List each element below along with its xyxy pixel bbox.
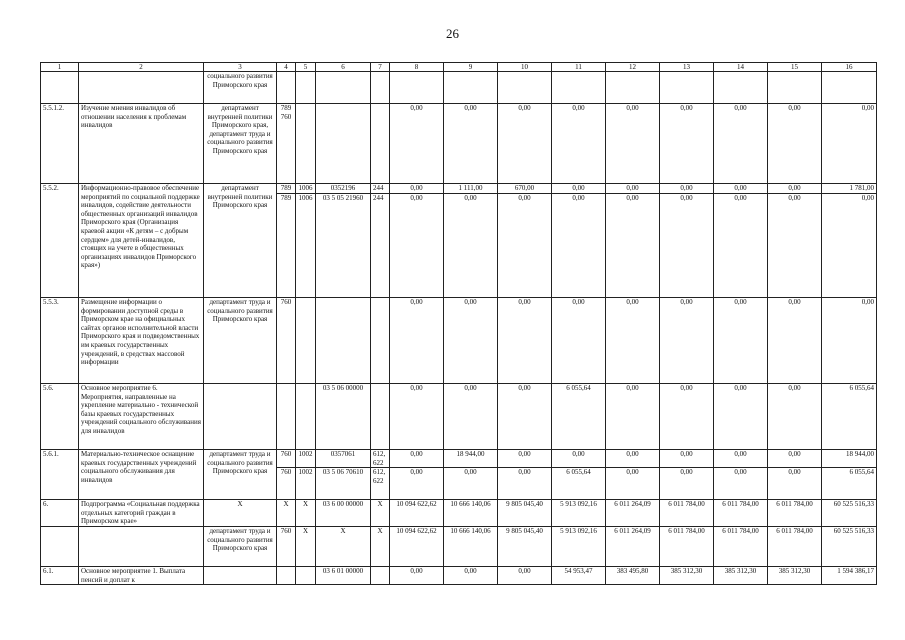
value-cell: 0,00 — [552, 450, 606, 468]
row-number: 5.5.1.2. — [41, 104, 79, 184]
value-cell: 0,00 — [552, 104, 606, 184]
code-section: 1006 — [296, 184, 316, 194]
row-number: 5.6.1. — [41, 450, 79, 500]
code-grbs: Х — [277, 500, 296, 527]
value-cell: 0,00 — [390, 298, 444, 384]
value-cell: 0,00 — [390, 384, 444, 450]
code-target: 03 6 00 00000 — [316, 500, 371, 527]
header-cell-8: 8 — [390, 63, 444, 72]
value-cell: 6 011 784,00 — [660, 500, 714, 527]
code-grbs: 760 — [277, 450, 296, 468]
value-cell: 0,00 — [660, 104, 714, 184]
code-section: 1002 — [296, 450, 316, 468]
row-name — [79, 72, 204, 104]
row-number — [41, 72, 79, 104]
row-number — [41, 526, 79, 566]
value-cell: 1 781,00 — [822, 184, 877, 194]
header-cell-4: 4 — [277, 63, 296, 72]
value-cell — [714, 72, 768, 104]
value-cell: 10 094 622,62 — [390, 526, 444, 566]
row-department: департамент труда и социального развития Приморского края — [204, 450, 277, 500]
code-grbs: 760 — [277, 526, 296, 566]
value-cell: 0,00 — [606, 184, 660, 194]
header-row — [41, 63, 877, 72]
row-name: Подпрограмма «Социальная поддержка отдельных категорий граждан в Приморском крае» — [79, 500, 204, 527]
value-cell: 0,00 — [552, 298, 606, 384]
value-cell: 0,00 — [660, 194, 714, 298]
value-cell: 0,00 — [660, 468, 714, 500]
value-cell: 5 913 092,16 — [552, 526, 606, 566]
value-cell: 54 953,47 — [552, 566, 606, 584]
value-cell: 5 913 092,16 — [552, 500, 606, 527]
code-grbs: 760 — [277, 468, 296, 500]
value-cell: 6 011 784,00 — [660, 526, 714, 566]
value-cell: 0,00 — [714, 298, 768, 384]
value-cell: 0,00 — [606, 194, 660, 298]
row-name — [79, 526, 204, 566]
value-cell: 6 055,64 — [552, 384, 606, 450]
code-grbs: 789 — [277, 184, 296, 194]
table-row — [41, 526, 877, 566]
table-row — [41, 450, 877, 468]
code-section — [296, 72, 316, 104]
value-cell: 6 011 784,00 — [714, 500, 768, 527]
value-cell: 9 805 045,40 — [498, 500, 552, 527]
code-expense-type — [371, 384, 390, 450]
header-cell-15: 15 — [768, 63, 822, 72]
value-cell: 18 944,00 — [444, 450, 498, 468]
value-cell: 0,00 — [444, 566, 498, 584]
code-section — [296, 384, 316, 450]
table-row — [41, 500, 877, 527]
value-cell: 0,00 — [660, 450, 714, 468]
table-row — [41, 566, 877, 584]
value-cell: 0,00 — [714, 184, 768, 194]
code-target: 03 5 05 21960 — [316, 194, 371, 298]
code-target — [316, 298, 371, 384]
value-cell — [552, 72, 606, 104]
value-cell: 0,00 — [444, 104, 498, 184]
value-cell: 0,00 — [768, 450, 822, 468]
row-name: Основное мероприятие 6. Мероприятия, направленные на укрепление материально - технической базы краевых государственных учреждений социального обслуживания для инвалидов — [79, 384, 204, 450]
value-cell: 1 111,00 — [444, 184, 498, 194]
value-cell: 0,00 — [714, 450, 768, 468]
code-grbs — [277, 72, 296, 104]
row-number: 5.5.2. — [41, 184, 79, 298]
value-cell: 0,00 — [498, 104, 552, 184]
code-expense-type — [371, 72, 390, 104]
code-grbs: 789 760 — [277, 104, 296, 184]
code-expense-type: 244 — [371, 194, 390, 298]
value-cell: 0,00 — [498, 566, 552, 584]
header-cell-9: 9 — [444, 63, 498, 72]
header-cell-11: 11 — [552, 63, 606, 72]
row-department — [204, 384, 277, 450]
value-cell: 0,00 — [444, 298, 498, 384]
code-section — [296, 298, 316, 384]
value-cell: 385 312,30 — [660, 566, 714, 584]
value-cell: 60 525 516,33 — [822, 526, 877, 566]
value-cell: 6 011 264,09 — [606, 526, 660, 566]
code-section: Х — [296, 526, 316, 566]
row-department: департамент труда и социального развития Приморского края — [204, 298, 277, 384]
code-expense-type: Х — [371, 500, 390, 527]
code-target: Х — [316, 526, 371, 566]
value-cell: 0,00 — [660, 184, 714, 194]
code-expense-type: 612, 622 — [371, 450, 390, 468]
value-cell: 385 312,30 — [714, 566, 768, 584]
value-cell — [606, 72, 660, 104]
value-cell: 0,00 — [822, 104, 877, 184]
value-cell: 0,00 — [498, 194, 552, 298]
header-cell-5: 5 — [296, 63, 316, 72]
value-cell: 6 055,64 — [822, 468, 877, 500]
value-cell: 0,00 — [606, 468, 660, 500]
value-cell: 10 666 140,06 — [444, 526, 498, 566]
code-expense-type — [371, 104, 390, 184]
table-row — [41, 298, 877, 384]
row-number: 5.6. — [41, 384, 79, 450]
value-cell: 0,00 — [552, 184, 606, 194]
row-name: Информационно-правовое обеспечение мероприятий по социальной поддержке инвалидов, содействие деятельности общественных организаций инвалидов Приморского края (Организация краевой акции «К детям – с добрым сердцем» для детей-инвалидов, стоящих на учете в общественных организациях инвалидов Приморского края») — [79, 184, 204, 298]
value-cell: 670,00 — [498, 184, 552, 194]
header-cell-14: 14 — [714, 63, 768, 72]
header-cell-7: 7 — [371, 63, 390, 72]
value-cell: 1 594 386,17 — [822, 566, 877, 584]
header-cell-3: 3 — [204, 63, 277, 72]
value-cell — [444, 72, 498, 104]
header-cell-6: 6 — [316, 63, 371, 72]
value-cell: 0,00 — [660, 384, 714, 450]
value-cell: 0,00 — [660, 298, 714, 384]
value-cell — [822, 72, 877, 104]
header-cell-13: 13 — [660, 63, 714, 72]
row-department: департамент внутренней политики Приморского края — [204, 184, 277, 298]
value-cell: 0,00 — [390, 184, 444, 194]
code-expense-type: 244 — [371, 184, 390, 194]
row-department — [204, 566, 277, 584]
value-cell: 0,00 — [606, 384, 660, 450]
value-cell: 10 666 140,06 — [444, 500, 498, 527]
code-target: 03 6 01 00000 — [316, 566, 371, 584]
code-target: 0357061 — [316, 450, 371, 468]
row-number: 6.1. — [41, 566, 79, 584]
value-cell: 60 525 516,33 — [822, 500, 877, 527]
value-cell: 0,00 — [444, 194, 498, 298]
page-number: 26 — [446, 26, 459, 41]
table-row — [41, 184, 877, 194]
row-department: департамент внутренней политики Приморского края, департамент труда и социального развития Приморского края — [204, 104, 277, 184]
code-expense-type — [371, 298, 390, 384]
code-section: Х — [296, 500, 316, 527]
value-cell: 18 944,00 — [822, 450, 877, 468]
row-number: 5.5.3. — [41, 298, 79, 384]
table-row — [41, 104, 877, 184]
value-cell: 0,00 — [390, 468, 444, 500]
value-cell: 0,00 — [498, 298, 552, 384]
code-grbs: 789 — [277, 194, 296, 298]
code-section: 1006 — [296, 194, 316, 298]
code-target: 03 5 06 70610 — [316, 468, 371, 500]
code-expense-type — [371, 566, 390, 584]
header-cell-10: 10 — [498, 63, 552, 72]
value-cell: 0,00 — [822, 298, 877, 384]
value-cell: 0,00 — [390, 450, 444, 468]
value-cell: 0,00 — [768, 104, 822, 184]
value-cell: 6 011 784,00 — [714, 526, 768, 566]
row-department: департамент труда и социального развития Приморского края — [204, 526, 277, 566]
value-cell: 0,00 — [714, 384, 768, 450]
code-target — [316, 72, 371, 104]
value-cell — [660, 72, 714, 104]
value-cell: 0,00 — [444, 468, 498, 500]
value-cell: 383 495,80 — [606, 566, 660, 584]
row-department: Х — [204, 500, 277, 527]
value-cell: 6 011 784,00 — [768, 526, 822, 566]
row-department: социального развития Приморского края — [204, 72, 277, 104]
code-target: 0352196 — [316, 184, 371, 194]
value-cell: 0,00 — [768, 184, 822, 194]
code-grbs: 760 — [277, 298, 296, 384]
header-cell-16: 16 — [822, 63, 877, 72]
value-cell: 0,00 — [714, 194, 768, 298]
code-target — [316, 104, 371, 184]
header-cell-1: 1 — [41, 63, 79, 72]
value-cell: 0,00 — [606, 104, 660, 184]
code-target: 03 5 06 00000 — [316, 384, 371, 450]
code-expense-type: 612, 622 — [371, 468, 390, 500]
value-cell: 10 094 622,62 — [390, 500, 444, 527]
value-cell: 0,00 — [552, 194, 606, 298]
value-cell: 6 055,64 — [552, 468, 606, 500]
code-grbs — [277, 384, 296, 450]
code-expense-type: Х — [371, 526, 390, 566]
code-grbs — [277, 566, 296, 584]
value-cell: 0,00 — [444, 384, 498, 450]
row-number: 6. — [41, 500, 79, 527]
table-row — [41, 72, 877, 104]
value-cell: 6 011 784,00 — [768, 500, 822, 527]
table-row — [41, 384, 877, 450]
value-cell: 0,00 — [768, 384, 822, 450]
value-cell: 0,00 — [390, 194, 444, 298]
row-name: Основное мероприятие 1. Выплата пенсий и доплат к — [79, 566, 204, 584]
row-name: Материально-техническое оснащение краевых государственных учреждений социального обслуживания для инвалидов — [79, 450, 204, 500]
value-cell: 0,00 — [714, 468, 768, 500]
value-cell — [390, 72, 444, 104]
value-cell: 0,00 — [606, 450, 660, 468]
value-cell: 0,00 — [606, 298, 660, 384]
code-section — [296, 566, 316, 584]
value-cell: 9 805 045,40 — [498, 526, 552, 566]
value-cell: 0,00 — [714, 104, 768, 184]
row-name: Размещение информации о формировании доступной среды в Приморском крае на официальных сайтах органов исполнительной власти Приморского края и подведомственных им краевых государственных учреждений, в средствах массовой информации — [79, 298, 204, 384]
header-cell-12: 12 — [606, 63, 660, 72]
value-cell: 385 312,30 — [768, 566, 822, 584]
value-cell: 0,00 — [390, 566, 444, 584]
value-cell: 0,00 — [498, 384, 552, 450]
header-cell-2: 2 — [79, 63, 204, 72]
value-cell — [498, 72, 552, 104]
code-section: 1002 — [296, 468, 316, 500]
row-name: Изучение мнения инвалидов об отношении населения к проблемам инвалидов — [79, 104, 204, 184]
value-cell: 6 011 264,09 — [606, 500, 660, 527]
code-section — [296, 104, 316, 184]
value-cell: 0,00 — [768, 468, 822, 500]
value-cell: 0,00 — [498, 450, 552, 468]
value-cell: 0,00 — [822, 194, 877, 298]
value-cell: 0,00 — [768, 298, 822, 384]
value-cell — [768, 72, 822, 104]
value-cell: 0,00 — [768, 194, 822, 298]
value-cell: 0,00 — [498, 468, 552, 500]
value-cell: 0,00 — [390, 104, 444, 184]
budget-table — [40, 62, 877, 585]
value-cell: 6 055,64 — [822, 384, 877, 450]
